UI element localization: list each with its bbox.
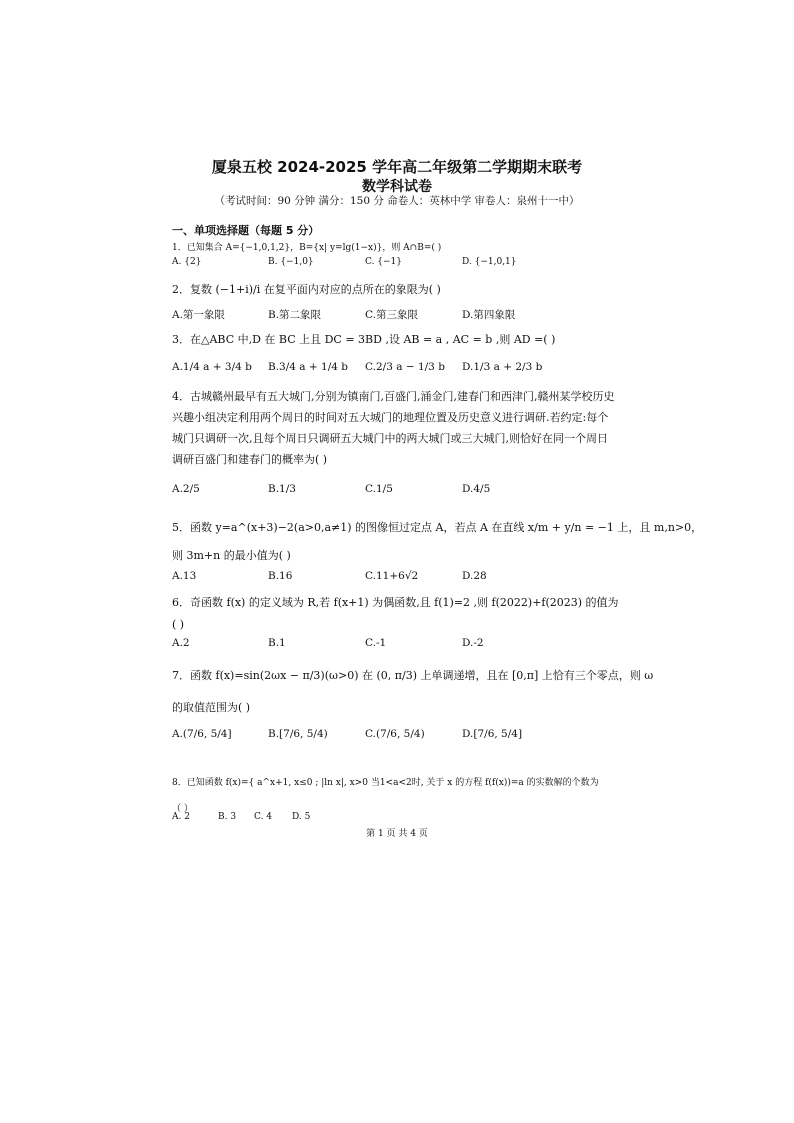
question-2-stem: 2．复数 (−1+i)/i 在复平面内对应的点所在的象限为( ) bbox=[172, 283, 441, 296]
option-b: B.3/4 a + 1/4 b bbox=[268, 361, 348, 373]
option-c: C.2/3 a − 1/3 b bbox=[365, 361, 445, 373]
option-a: A. 2 bbox=[172, 812, 190, 822]
option-c: C.1/5 bbox=[365, 483, 393, 495]
option-a: A.2 bbox=[172, 637, 190, 649]
stem-line: ( ) bbox=[172, 618, 185, 631]
option-a: A.13 bbox=[172, 570, 197, 582]
question-3-stem: 3．在△ABC 中,D 在 BC 上且 DC = 3BD ,设 AB = a , AC = b ,则 AD =( ) bbox=[172, 333, 556, 346]
question-1-stem: 1．已知集合 A={−1,0,1,2}，B={x| y=lg(1−x)}，则 A∩B=( ) bbox=[172, 243, 442, 253]
option-c: C.-1 bbox=[365, 637, 387, 649]
option-d: D.1/3 a + 2/3 b bbox=[462, 361, 543, 373]
stem-line: 5．函数 y=a^(x+3)−2(a>0,a≠1) 的图像恒过定点 A，若点 A 在直线 x/m + y/n = −1 上，且 m,n>0， bbox=[172, 521, 703, 534]
option-b: B. 3 bbox=[218, 812, 237, 822]
stem-line: 则 3m+n 的最小值为( ) bbox=[172, 549, 291, 562]
stem-line: 4．古城赣州最早有五大城门,分别为镇南门,百盛门,涌金门,建春门和西津门,赣州某学校历史 bbox=[172, 390, 615, 403]
option-b: B.16 bbox=[268, 570, 293, 582]
option-d: D. 5 bbox=[292, 812, 311, 822]
stem-line: 调研百盛门和建春门的概率为( ) bbox=[172, 453, 328, 466]
option-c: C.(7/6, 5/4) bbox=[365, 728, 425, 740]
option-d: D.4/5 bbox=[462, 483, 491, 495]
option-c: C.第三象限 bbox=[365, 309, 418, 321]
option-b: B.1 bbox=[268, 637, 286, 649]
question-7-stem bbox=[172, 660, 654, 724]
option-d: D. {−1,0,1} bbox=[462, 257, 517, 267]
option-d: D.[7/6, 5/4] bbox=[462, 728, 523, 740]
stem-line: 的取值范围为( ) bbox=[172, 701, 251, 714]
option-d: D.-2 bbox=[462, 637, 484, 649]
question-4-stem bbox=[172, 386, 622, 470]
exam-title: 厦泉五校 2024-2025 学年高二年级第二学期期末联考 bbox=[211, 158, 583, 176]
question-8-stem bbox=[172, 770, 622, 822]
option-b: B.第二象限 bbox=[268, 309, 322, 321]
option-b: B.1/3 bbox=[268, 483, 296, 495]
option-d: D.第四象限 bbox=[462, 309, 516, 321]
question-6-stem bbox=[172, 592, 622, 636]
section-heading: 一、单项选择题（每题 5 分） bbox=[172, 224, 320, 237]
stem-line: 8．已知函数 f(x)={ a^x+1, x≤0 ; |ln x|, x>0 当1<a<2时, 关于 x 的方程 f(f(x))=a 的实数解的个数为 bbox=[172, 778, 599, 788]
option-c: C. 4 bbox=[254, 812, 273, 822]
option-d: D.28 bbox=[462, 570, 487, 582]
option-b: B. {−1,0} bbox=[268, 257, 314, 267]
stem-line: 城门只调研一次,且每个周日只调研五大城门中的两大城门或三大城门,则恰好在同一个周日 bbox=[172, 432, 608, 445]
question-5-stem bbox=[172, 514, 703, 570]
option-a: A. {2} bbox=[172, 257, 202, 267]
page-footer: 第 1 页 共 4 页 bbox=[366, 829, 428, 839]
option-c: C. {−1} bbox=[365, 257, 403, 267]
stem-line: 7．函数 f(x)=sin(2ωx − π/3)(ω>0) 在 (0, π/3) 上单调递增，且在 [0,π] 上恰有三个零点，则 ω bbox=[172, 669, 654, 682]
exam-subtitle: 数学科试卷 bbox=[362, 179, 432, 195]
stem-line: 兴趣小组决定利用两个周日的时间对五大城门的地理位置及历史意义进行调研.若约定:每个 bbox=[172, 411, 609, 424]
exam-info: （考试时间：90 分钟 满分：150 分 命卷人：英林中学 审卷人：泉州十一中） bbox=[214, 195, 580, 207]
stem-line: （ ） bbox=[172, 804, 193, 814]
option-a: A.(7/6, 5/4] bbox=[172, 728, 232, 740]
option-b: B.[7/6, 5/4) bbox=[268, 728, 328, 740]
option-a: A.第一象限 bbox=[172, 309, 225, 321]
option-a: A.1/4 a + 3/4 b bbox=[172, 361, 252, 373]
stem-line: 6．奇函数 f(x) 的定义域为 R,若 f(x+1) 为偶函数,且 f(1)=2 ,则 f(2022)+f(2023) 的值为 bbox=[172, 596, 619, 609]
option-c: C.11+6√2 bbox=[365, 570, 419, 582]
option-a: A.2/5 bbox=[172, 483, 200, 495]
